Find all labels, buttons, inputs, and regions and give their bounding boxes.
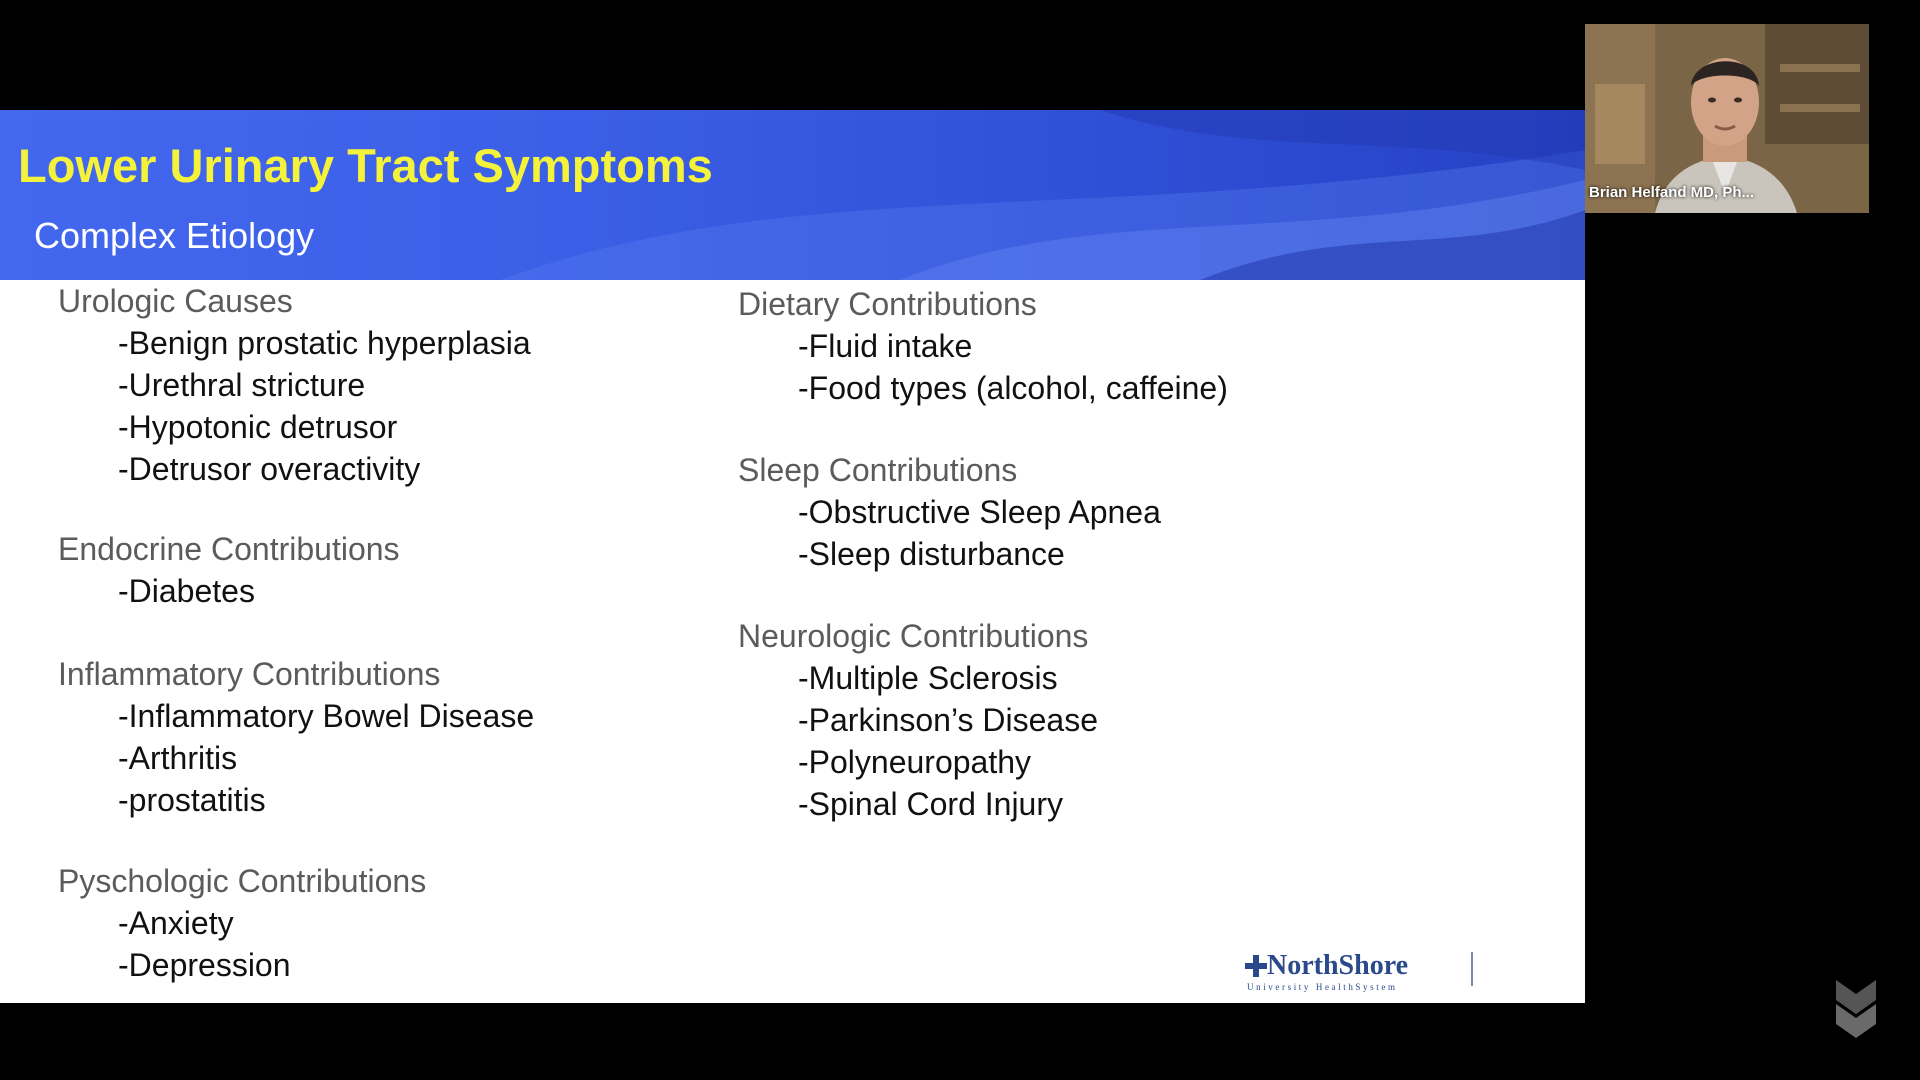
group-heading: Neurologic Contributions	[738, 618, 1089, 654]
list-item: -Diabetes	[118, 573, 255, 609]
group-heading: Sleep Contributions	[738, 452, 1018, 488]
list-item: -Inflammatory Bowel Disease	[118, 698, 535, 734]
chevron-shield-icon	[1836, 980, 1876, 1046]
list-item: -Polyneuropathy	[798, 744, 1032, 780]
logo-name: NorthShore	[1267, 950, 1409, 981]
group-heading: Endocrine Contributions	[58, 531, 400, 567]
medical-cross-icon	[1245, 955, 1267, 977]
group-heading: Inflammatory Contributions	[58, 656, 441, 692]
presentation-slide	[0, 110, 1585, 1003]
list-item: -Food types (alcohol, caffeine)	[798, 370, 1228, 406]
list-item: -Sleep disturbance	[798, 536, 1065, 572]
presenter-name-label: Brian Helfand MD, Ph...	[1589, 184, 1755, 201]
list-item: -Fluid intake	[798, 328, 973, 364]
list-item: -Anxiety	[118, 905, 234, 941]
group-inflammatory	[58, 653, 534, 821]
list-item: -Parkinson’s Disease	[798, 702, 1098, 738]
group-heading: Urologic Causes	[58, 283, 293, 319]
logo-tagline: University HealthSystem	[1247, 982, 1398, 992]
group-dietary	[738, 283, 1228, 409]
slide-title-banner	[0, 110, 1585, 280]
list-item: -Spinal Cord Injury	[798, 786, 1063, 822]
presenter-video-tile[interactable]	[1585, 24, 1869, 213]
slide-subtitle: Complex Etiology	[34, 215, 315, 256]
list-item: -Urethral stricture	[118, 367, 366, 403]
list-item: -prostatitis	[118, 782, 266, 818]
list-item: -Depression	[118, 947, 291, 983]
logo-divider	[1471, 952, 1473, 986]
group-sleep	[738, 449, 1161, 575]
list-item: -Hypotonic detrusor	[118, 409, 398, 445]
group-endocrine	[58, 528, 400, 612]
list-item: -Arthritis	[118, 740, 238, 776]
group-heading: Pyschologic Contributions	[58, 863, 427, 899]
group-heading: Dietary Contributions	[738, 286, 1037, 322]
list-item: -Obstructive Sleep Apnea	[798, 494, 1161, 530]
list-item: -Benign prostatic hyperplasia	[118, 325, 531, 361]
group-psychologic	[58, 860, 426, 986]
slide-title: Lower Urinary Tract Symptoms	[18, 139, 713, 192]
group-neurologic	[738, 615, 1098, 825]
northshore-logo	[1245, 950, 1475, 990]
group-urologic-causes	[58, 280, 531, 490]
list-item: -Detrusor overactivity	[118, 451, 421, 487]
list-item: -Multiple Sclerosis	[798, 660, 1058, 696]
